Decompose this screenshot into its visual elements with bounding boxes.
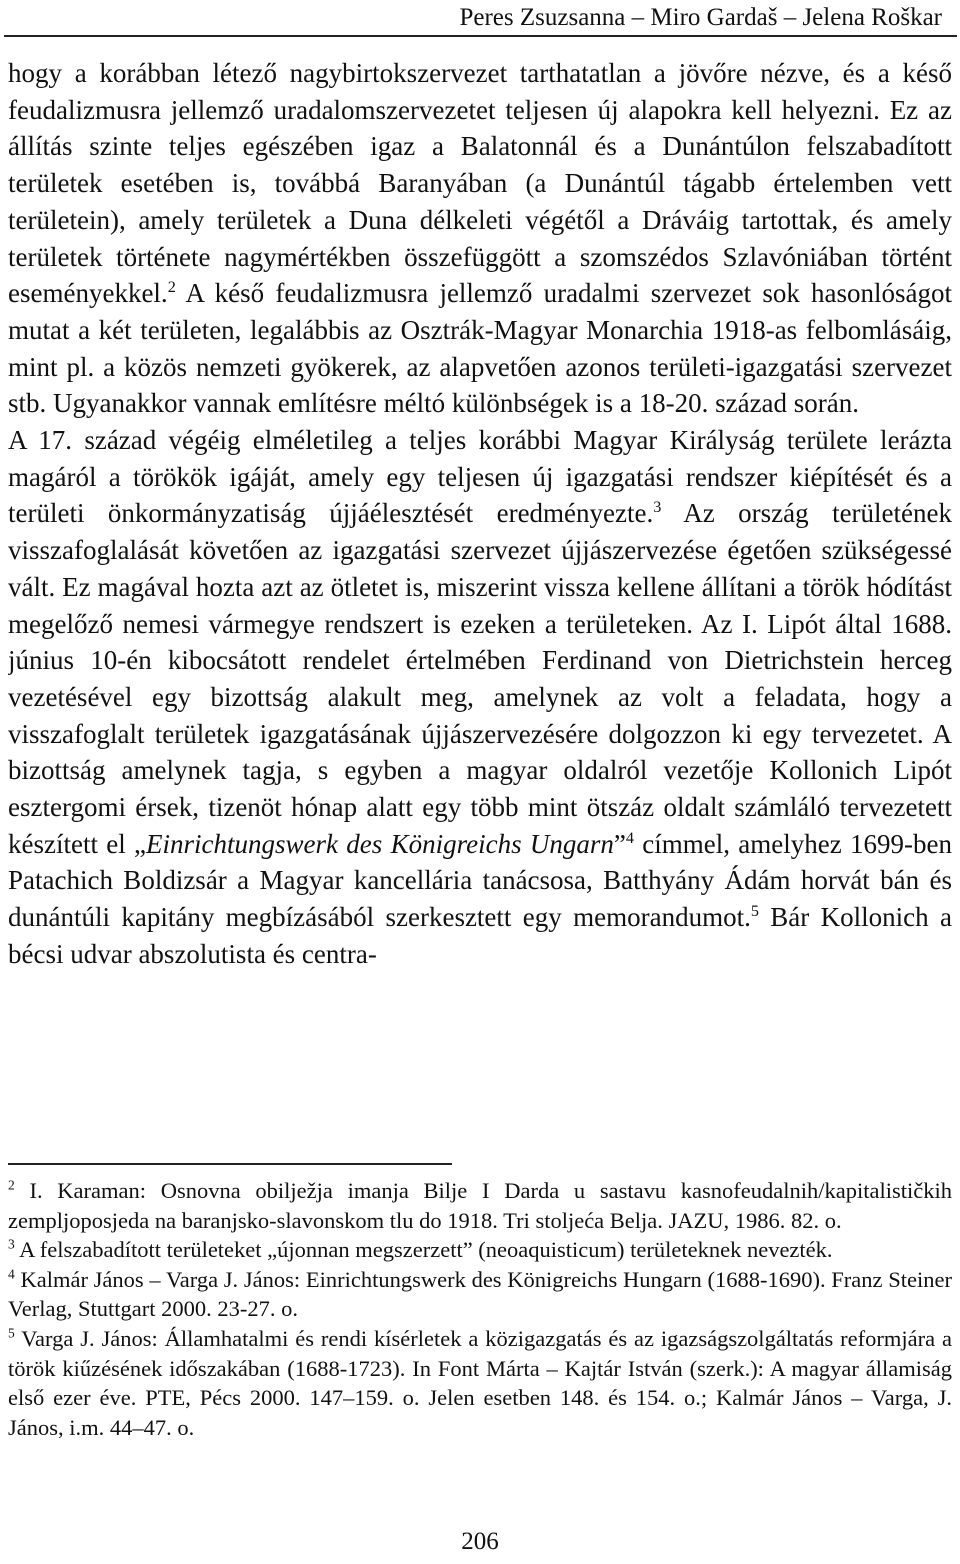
footnote-text: A felszabadított területeket „újonnan megszerzett” (neoaquisticum) területeknek nevezték.: [14, 1237, 833, 1263]
footnotes: [8, 1176, 952, 1442]
footnote-ref-4: 4: [625, 828, 634, 847]
paragraph-2-part-2: Az ország területének visszafoglalását követően az igazgatási szervezet újjászervezése égetően szükségessé vált. Ez magával hozta azt az ötletet is, miszerint vissza kellene állítani a török hódítást megelőző nemesi vármegye rendszert is ezeken a területeken. Az I. Lipót által 1688. június 10-én kibocsátott rendelet értelmében Ferdinand von Dietrichstein herceg vezetésével egy bizottság alakult meg, amelynek az volt a feladata, hogy a visszafoglalt területek igazgatásának újjászervezésére dolgozzon ki egy tervezetet. A bizottság amelynek tagja, s egyben a magyar oldalról vezetője Kollonich Lipót esztergomi érsek, tizenöt hónap alatt egy több mint ötszáz oldalt számláló tervezetett készített el „: [8, 498, 952, 859]
footnote-text: I. Karaman: Osnovna obilježja imanja Bilje I Darda u sastavu kasnofeudalnih/kapitalističkih zempljoposjeda na baranjsko-slavonskom tlu do 1918. Tri stoljeća Belja. JAZU, 1986. 82. o.: [8, 1178, 952, 1233]
footnote-number: 5: [8, 1325, 15, 1341]
page-header: [0, 0, 960, 40]
paragraph-2-part-3: címmel, amelyhez 1699-ben Patachich Boldizsár a Magyar kancellária tanácsosa, Batthyány Ádám horvát bán és dunántúli kapitány megbízásából szerkesztett egy memorandumot.: [8, 828, 952, 933]
footnote-number: 3: [8, 1236, 15, 1252]
footnote-ref-5: 5: [750, 902, 759, 921]
footnote-3: [8, 1235, 952, 1265]
footnote-number: 2: [8, 1177, 15, 1193]
header-rule: [4, 35, 957, 37]
work-title: Einrichtungswerk des Königreichs Ungarn: [146, 828, 614, 859]
footnote-text: Kalmár János – Varga J. János: Einrichtungswerk des Königreichs Hungarn (1688-1690). Franz Steiner Verlag, Stuttgart 2000. 23-27. o.: [8, 1266, 952, 1322]
footnote-ref-3: 3: [653, 498, 662, 517]
running-title: Peres Zsuzsanna – Miro Gardaš – Jelena Roškar: [459, 4, 942, 31]
closing-quote: ”: [613, 828, 626, 859]
paragraph-1-part-2: A késő feudalizmusra jellemző uradalmi szervezet sok hasonlóságot mutat a két területen, legalábbis az Osztrák-Magyar Monarchia 1918-as felbomlásáig, mint pl. a közös nemzeti gyökerek, az alapvetően azonos területi-igazgatási szervezet stb. Ugyanakkor vannak említésre méltó különbségek is a 18-20. század során.: [8, 278, 952, 419]
footnote-ref-2: 2: [167, 278, 176, 297]
main-text: [8, 55, 952, 1153]
footnote-separator: [8, 1163, 452, 1165]
paragraph-2-part-1: A 17. század végéig elméletileg a teljes korábbi Magyar Királyság területe lerázta magáról a törökök igáját, amely egy teljesen új igazgatási rendszer kiépítését és a területi önkormányzatiság újjáélesztését eredményezte.: [8, 425, 952, 529]
footnote-text: Varga J. János: Államhatalmi és rendi kísérletek a közigazgatás és az igazságszolgáltatás reformjára a török kiűzésének időszakában (1688-1723). In Font Márta – Kajtár István (szerk.): A magyar államiság első ezer éve. PTE, Pécs 2000. 147–159. o. Jelen esetben 148. és 154. o.; Kalmár János – Varga, J. János, i.m. 44–47. o.: [8, 1325, 952, 1440]
paragraph-2-part-4: Bár Kollonich a bécsi udvar abszolutista és centra-: [8, 902, 952, 969]
paragraph-1-part-1: hogy a korábban létező nagybirtokszervezet tarthatatlan a jövőre nézve, és a késő feudalizmusra jellemző uradalomszervezetet teljesen új alapokra kell helyezni. Ez az állítás szinte teljes egészében igaz a Balatonnál és a Dunántúlon felszabadított területek esetében is, továbbá Baranyában (a Dunántúl tágabb értelemben vett területein), amely területek a Duna délkeleti végétől a Dráváig tartottak, és amely területek története nagymértékben összefüggött a szomszédos Szlavóniában történt eseményekkel.: [8, 58, 952, 309]
footnote-2: [8, 1176, 952, 1235]
footnote-4: [8, 1265, 952, 1324]
footnote-number: 4: [8, 1266, 15, 1282]
paragraph-1: [8, 55, 952, 422]
footnote-5: [8, 1324, 952, 1442]
page-number: 206: [461, 1528, 499, 1555]
paragraph-2: [8, 422, 952, 973]
